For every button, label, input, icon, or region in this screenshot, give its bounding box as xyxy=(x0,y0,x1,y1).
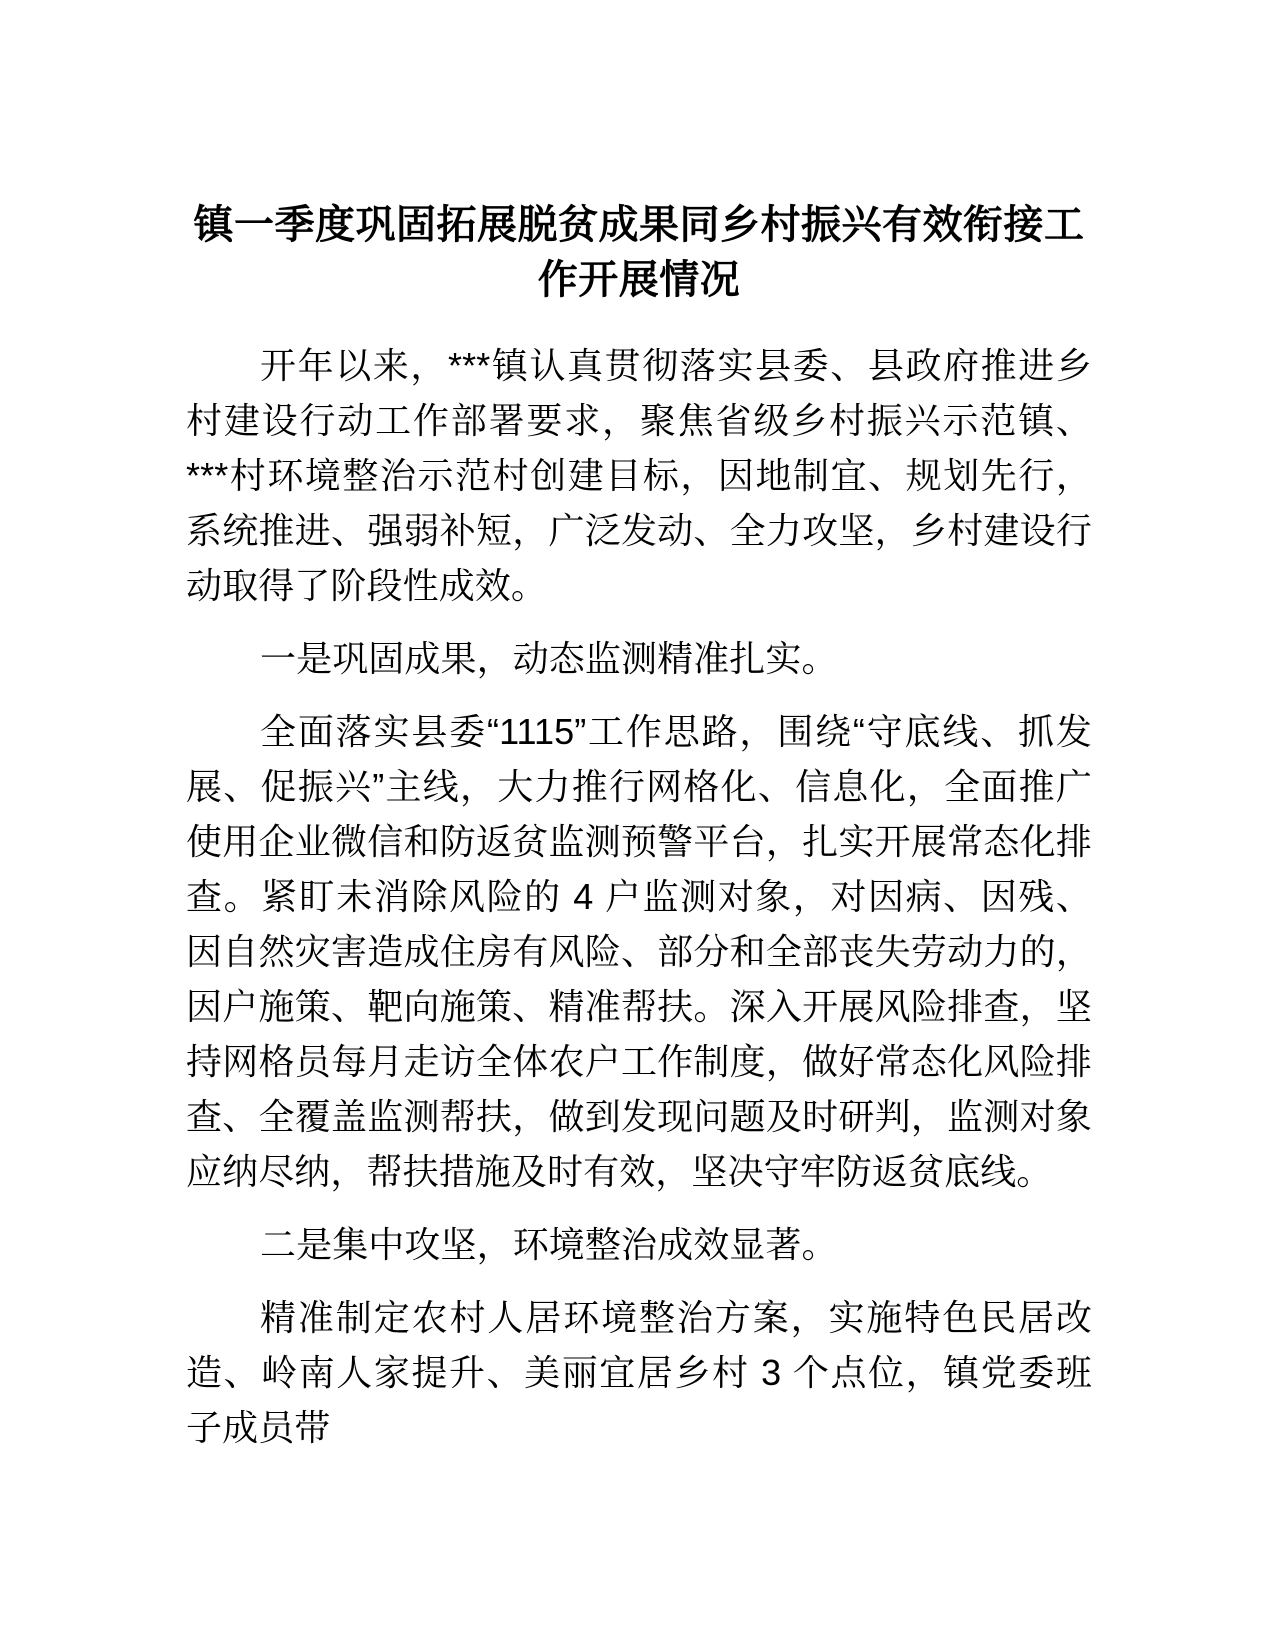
paragraph-section-one-body: 全面落实县委“1115”工作思路，围绕“守底线、抓发展、促振兴”主线，大力推行网格化、信息化，全面推广使用企业微信和防返贫监测预警平台，扎实开展常态化排查。紧盯未消除风险的 4 户监测对象，对因病、因残、因自然灾害造成住房有风险、部分和全部丧失劳动力的，因户施策、靶向施策、精准帮扶。深入开展风险排查，坚持网格员每月走访全体农户工作制度，做好常态化风险排查、全覆盖监测帮扶，做到发现问题及时研判，监测对象应纳尽纳，帮扶措施及时有效，坚决守牢防返贫底线。 xyxy=(186,711,1092,1192)
paragraph-section-two-body: 精准制定农村人居环境整治方案，实施特色民居改造、岭南人家提升、美丽宜居乡村 3 个点位，镇党委班子成员带 xyxy=(186,1297,1092,1448)
page-title: 镇一季度巩固拓展脱贫成果同乡村振兴有效衔接工作开展情况 xyxy=(193,203,1085,302)
section-heading-two: 二是集中攻坚，环境整治成效显著。 xyxy=(260,1224,838,1265)
paragraph-intro: 开年以来，***镇认真贯彻落实县委、县政府推进乡村建设行动工作部署要求，聚焦省级乡村振兴示范镇、***村环境整治示范村创建目标，因地制宜、规划先行，系统推进、强弱补短，广泛发动、全力攻坚，乡村建设行动取得了阶段性成效。 xyxy=(186,345,1092,606)
document-content-column xyxy=(186,0,1092,1455)
section-heading-one: 一是巩固成果，动态监测精准扎实。 xyxy=(260,638,838,679)
